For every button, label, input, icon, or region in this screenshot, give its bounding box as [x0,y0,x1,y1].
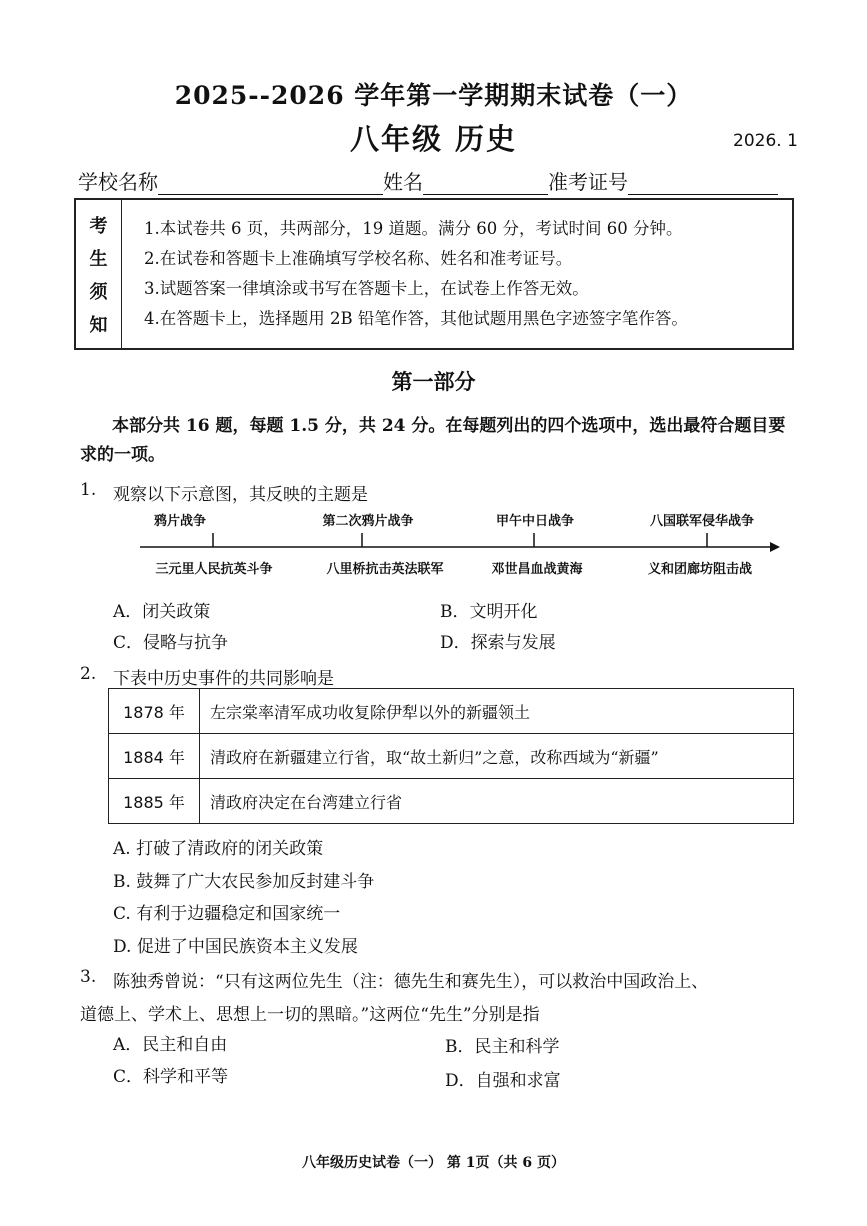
q1-option-c[interactable]: C．侵略与抗争 [113,633,229,653]
q2-option-d[interactable]: D. 促进了中国民族资本主义发展 [113,937,358,957]
notice-heading-char: 知 [89,314,108,336]
part-intro: 本部分共 16 题，每题 1.5 分，共 24 分。在每题列出的四个选项中，选出最符合题目要求的一项。 [80,416,786,465]
name-blank[interactable] [423,172,548,195]
school-blank[interactable] [158,172,383,195]
part-title: 第一部分 [391,369,476,394]
q3-option-c[interactable]: C．科学和平等 [113,1067,229,1087]
timeline-war-label: 甲午中日战争 [495,514,575,529]
student-info-row [78,166,778,195]
q3-number: 3. [80,967,97,987]
exam-id-label: 准考证号 [548,170,628,194]
notice-item: 2.在试卷和答题卡上准确填写学校名称、姓名和准考证号。 [144,249,573,268]
q1-option-a[interactable]: A．闭关政策 [113,602,211,622]
q3-option-d[interactable]: D．自强和求富 [445,1071,561,1091]
q2-number: 2. [80,664,97,684]
notice-heading [76,200,122,348]
notice-heading-char: 须 [89,281,108,303]
event-year: 1878 年 [109,689,200,734]
q1-option-b[interactable]: B．文明开化 [440,602,538,622]
school-label: 学校名称 [78,170,158,194]
q2-option-a[interactable]: A. 打破了清政府的闭关政策 [113,839,324,859]
q3-option-a[interactable]: A．民主和自由 [113,1035,228,1055]
timeline-resistance-label: 邓世昌血战黄海 [491,562,583,577]
exam-date: 2026. 1 [733,131,798,151]
notice-item: 4.在答题卡上，选择题用 2B 铅笔作答，其他试题用黑色字迹签字笔作答。 [144,309,688,328]
q3-option-b[interactable]: B．民主和科学 [445,1037,560,1057]
exam-title: 2025--2026 学年第一学期期末试卷（一） [174,81,693,110]
page-footer: 八年级历史试卷（一） 第 1页（共 6 页） [302,1155,565,1171]
notice-item: 1.本试卷共 6 页，共两部分，19 道题。满分 60 分，考试时间 60 分钟。 [144,219,683,238]
timeline-resistance-label: 八里桥抗击英法联军 [326,562,444,577]
q2-events-table [108,688,794,824]
timeline-arrow-icon [770,542,780,552]
event-description: 左宗棠率清军成功收复除伊犁以外的新疆领土 [200,689,794,734]
name-label: 姓名 [383,170,423,194]
q2-stem: 下表中历史事件的共同影响是 [113,669,334,689]
q1-number: 1. [80,480,97,500]
event-year: 1885 年 [109,779,200,824]
table-row [109,779,794,824]
table-row [109,734,794,779]
q2-option-c[interactable]: C. 有利于边疆稳定和国家统一 [113,904,341,924]
notice-heading-char: 生 [89,248,108,270]
candidate-notice-box [74,198,794,350]
event-description: 清政府决定在台湾建立行省 [200,779,794,824]
notice-list [144,214,688,334]
timeline-resistance-label: 义和团廊坊阻击战 [647,562,753,577]
event-description: 清政府在新疆建立行省，取“故土新归”之意，改称西域为“新疆” [200,734,794,779]
q2-option-b[interactable]: B. 鼓舞了广大农民参加反封建斗争 [113,872,375,892]
q1-timeline [130,505,790,585]
timeline-resistance-label: 三元里人民抗英斗争 [155,562,273,577]
q1-stem: 观察以下示意图，其反映的主题是 [113,485,368,505]
q1-option-d[interactable]: D．探索与发展 [440,633,556,653]
exam-subtitle: 八年级 历史 [349,122,518,156]
event-year: 1884 年 [109,734,200,779]
q3-stem-line1: 陈独秀曾说：“只有这两位先生（注：德先生和赛先生），可以救治中国政治上、 [113,972,709,992]
q3-stem-line2: 道德上、学术上、思想上一切的黑暗。”这两位“先生”分别是指 [80,1005,540,1025]
exam-id-blank[interactable] [628,172,778,195]
notice-item: 3.试题答案一律填涂或书写在答题卡上，在试卷上作答无效。 [144,279,589,298]
timeline-war-label: 第二次鸦片战争 [322,514,414,529]
timeline-war-label: 鸦片战争 [153,514,207,529]
timeline-war-label: 八国联军侵华战争 [649,514,755,529]
notice-heading-char: 考 [89,215,108,237]
table-row [109,689,794,734]
